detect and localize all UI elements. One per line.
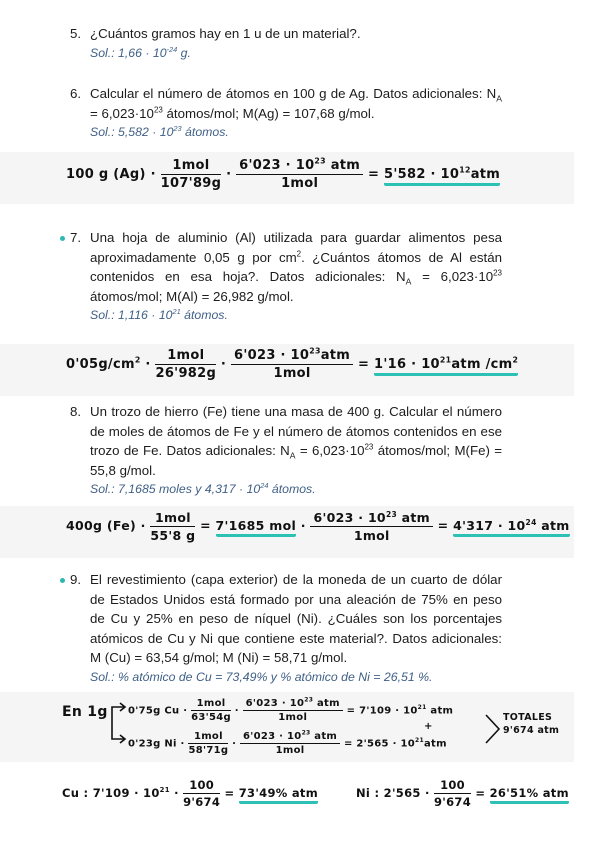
handwritten-9-en: En 1g <box>62 704 108 720</box>
problem-number: 8. <box>70 404 82 419</box>
plus-sign: + <box>424 721 433 732</box>
problem-number: 6. <box>70 86 82 101</box>
problem-6 <box>70 84 502 143</box>
highlighted-result: $1'16 \cdot 10^{21}atm$ $/cm^2$ <box>374 357 518 376</box>
totals: TOTALES 9'674 atm <box>503 712 560 736</box>
problem-text: Una hoja de aluminio (Al) utilizada para guardar alimentos pesa aproximadamente 0,05 g por $cm^2$. ¿Cuántos átomos de Al están contenidos en esa hoja?. Datos adicionales: $N_A = 6,023\cdot 10^{23}$ átomos/mol; M(Al) = 26,982 g/mol. <box>90 230 502 304</box>
solution: Sol.: % atómico de Cu = 73,49% y % atómico de Ni = 26,51 %. <box>90 669 433 684</box>
handwritten-6: 100 g (Ag) · 1mol 107'89g · $6'023 \cdot 10^{23}$ atm 1mol = $5'582 \cdot 10^{12}atm$ <box>66 156 501 191</box>
handwritten-9-ni: 0'23g Ni · 1mol 58'71g · $6'023 \cdot 10^{23}$ atm 1mol = $2'565 \cdot 10^{21}atm$ <box>128 729 447 756</box>
bullet-dot <box>60 578 65 583</box>
problem-text: Calcular el número de átomos en 100 g de Ag. Datos adicionales: $N_A = 6,023\cdot 10^{23}$ átomos/mol; M(Ag) = 107,68 g/mol. <box>90 86 502 121</box>
problem-number: 9. <box>70 572 82 587</box>
problem-number: 5. <box>70 26 82 41</box>
handwritten-9-cu: 0'75g Cu · 1mol 63'54g · $6'023 \cdot 10^{23}$ atm 1mol = $7'109 \cdot 10^{21}$ atm <box>128 696 454 723</box>
handwritten-7: $0'05g/cm^2$ · 1mol 26'982g · $6'023 \cdot 10^{23}atm$ 1mol = $1'16 \cdot 10^{21}atm$ $/cm^2$ <box>66 346 519 381</box>
handwritten-9-cu-percent: Cu : $7'109 \cdot 10^{21}$ · $\frac{100}{9'674}$ = 73'49% atm <box>62 778 319 809</box>
totals-bracket <box>484 712 502 746</box>
problem-number: 7. <box>70 230 82 245</box>
handwritten-9-ni-percent: Ni : 2'565 · $\frac{100}{9'674}$ = 26'51% atm <box>356 778 569 809</box>
highlighted-moles: 7'1685 mol <box>216 518 297 537</box>
solution: Sol.: $1,66 \cdot 10^{-24}$ g. <box>90 44 191 60</box>
problem-8 <box>70 402 502 500</box>
problem-text: ¿Cuántos gramos hay en 1 u de un material?. <box>90 26 361 41</box>
solution: Sol.: $1,116 \cdot 10^{21}$ átomos. <box>90 306 228 322</box>
problem-text: El revestimiento (capa exterior) de la moneda de un cuarto de dólar de Estados Unidos está formado por una aleación de 75% en peso de Cu y 25% en peso de níquel (Ni). ¿Cuáles son los porcentajes atómicos de Cu y Ni que contiene este material?. Datos adicionales: M (Cu) = 63,54 g/mol; M (Ni) = 58,71 g/mol. <box>90 572 502 665</box>
problem-5 <box>70 24 502 63</box>
highlighted-result: 26'51% atm <box>490 786 569 804</box>
branch-arrow <box>108 701 130 745</box>
solution: Sol.: $5,582 \cdot 10^{23}$ átomos. <box>90 123 229 139</box>
problem-9 <box>70 570 502 687</box>
highlighted-result: 73'49% atm <box>239 786 318 804</box>
bullet-dot <box>60 236 65 241</box>
handwritten-8: 400g (Fe) · 1mol 55'8 g = 7'1685 mol · $6'023 \cdot 10^{23}$ atm 1mol = $4'317 \cdot 10^{24}$ atm <box>66 509 570 543</box>
problem-7 <box>70 228 502 326</box>
solution: Sol.: 7,1685 moles y $4,317 \cdot 10^{24}$ átomos. <box>90 480 316 496</box>
highlighted-result: $5'582 \cdot 10^{12}atm$ <box>384 167 500 186</box>
problem-text: Un trozo de hierro (Fe) tiene una masa de 400 g. Calcular el número de moles de átomos de Fe y el número de átomos contenidos en ese trozo de Fe. Datos adicionales: $N_A = 6,023\cdot 10^{23}$ átomos/mol; M(Fe) = 55,8 g/mol. <box>90 404 502 478</box>
highlighted-result: $4'317 \cdot 10^{24}$ atm <box>453 518 570 537</box>
